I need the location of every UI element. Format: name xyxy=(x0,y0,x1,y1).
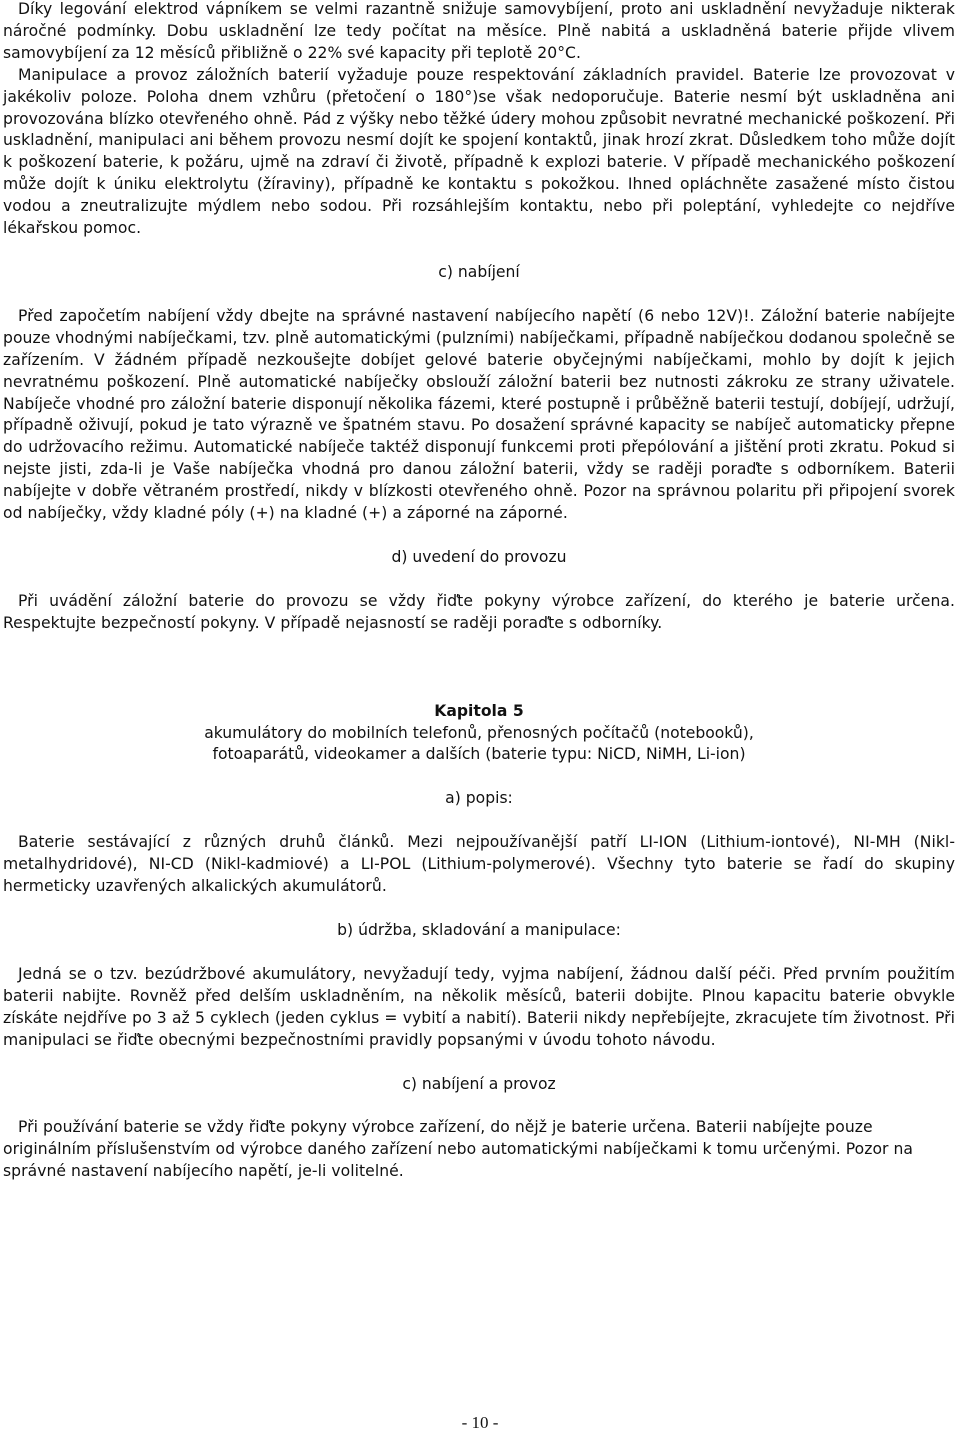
chapter-subtitle-line2: fotoaparátů, videokamer a dalších (baterie typu: NiCD, NiMH, Li-ion) xyxy=(212,745,746,764)
heading-charging-operation: c) nabíjení a provoz xyxy=(402,1074,556,1093)
heading-maintenance: b) údržba, skladování a manipulace: xyxy=(337,921,621,939)
paragraph-commissioning: Při uvádění záložní baterie do provozu se vždy řiďte pokyny výrobce zařízení, do kterého je baterie určena. Respektujte bezpečností pokyny. V případě nejasností se raději poraďte s odborníky. xyxy=(3,591,955,632)
paragraph-calcium-alloy: Díky legování elektrod vápníkem se velmi razantně snižuje samovybíjení, proto ani uskladnění nevyžaduje nikterak náročné podmínky. Dobu uskladnění lze tedy počítat na měsíce. Plně nabitá a uskladněná baterie přijde vlivem samovybíjení za 12 měsíců přibližně o 22% své kapacity při teplotě 20°C. xyxy=(3,0,955,62)
heading-commissioning: d) uvedení do provozu xyxy=(391,547,567,566)
paragraph-description: Baterie sestávající z různých druhů článků. Mezi nejpoužívanější patří LI-ION (Lithium-iontové), NI-MH (Nikl-metalhydridové), NI-CD (Nikl-kadmiové) a LI-POL (Lithium-polymerové). Všechny tyto baterie se řadí do skupiny hermeticky uzavřených alkalických akumulátorů. xyxy=(3,833,955,896)
heading-charging: c) nabíjení xyxy=(438,262,520,281)
page-number: - 10 - xyxy=(461,1413,499,1432)
document-page xyxy=(3,0,955,1183)
chapter-subtitle-line1: akumulátory do mobilních telefonů, přenosných počítačů (notebooků), xyxy=(204,723,754,742)
chapter-header xyxy=(3,701,955,767)
paragraph-charging-operation: Při používání baterie se vždy řiďte pokyny výrobce zařízení, do nějž je baterie určena. Baterii nabíjejte pouze originálním příslušenstvím od výrobce daného zařízení nebo automatickými nabíječkami k tomu určenými. Pozor na správné nastavení nabíjecího napětí, je-li volitelné. xyxy=(3,1118,914,1181)
paragraph-maintenance: Jedná se o tzv. bezúdržbové akumulátory, nevyžadují tedy, vyjma nabíjení, žádnou další péči. Před prvním použitím baterii nabijte. Rovněž před delším uskladněním, na několik měsíců, baterii dobijte. Plnou kapacitu baterie obvykle získáte nejdříve po 3 až 5 cyklech (jeden cyklus = vybití a nabití). Baterii nikdy nepřebíjejte, zkracujete tím životnost. Při manipulaci se řiďte obecnými bezpečnostními pravidly popsanými v úvodu tohoto návodu. xyxy=(3,964,955,1049)
paragraph-charging: Před započetím nabíjení vždy dbejte na správné nastavení nabíjecího napětí (6 nebo 12V)!. Záložní baterie nabíjejte pouze vhodnými nabíječkami, tzv. plně automatickými (pulzními) nabíječkami, případně nabíječkou dodanou společně se zařízením. V žádném případě nezkoušejte dobíjet gelové baterie obyčejnými nabíječkami, mohlo by dojít k jejich nevratnému poškození. Plně automatické nabíječky obslouží záložní baterii bez nutnosti zákroku ze strany uživatele. Nabíječe vhodné pro záložní baterie disponují několika fázemi, které postupně i průběžně baterii testují, dobíjejí, udržují, případně oživují, pokud je tato výrazně ve špatném stavu. Po dosažení správné kapacity se nabíječ automaticky přepne do udržovacího režimu. Automatické nabíječe taktéž disponují funkcemi proti přepólování a jištění proti zkratu. Pokud si nejste jisti, zda-li je Vaše nabíječka vhodná pro danou záložní baterii, vždy se raději poraďte s odborníkem. Baterii nabíjejte v dobře větraném prostředí, nikdy v blízkosti otevřeného ohně. Pozor na správnou polaritu při připojení svorek od nabíječky, vždy kladné póly (+) na kladné (+) a záporné na záporné. xyxy=(3,306,955,523)
heading-description: a) popis: xyxy=(445,789,513,808)
chapter-title: Kapitola 5 xyxy=(434,701,524,720)
paragraph-handling-rules: Manipulace a provoz záložních baterií vyžaduje pouze respektování základních pravidel. Baterie lze provozovat v jakékoliv poloze. Poloha dnem vzhůru (přetočení o 180°)se však nedoporučuje. Baterie nesmí být uskladněna ani provozována blízko otevřeného ohně. Pád z výšky nebo těžké údery mohou způsobit nevratné mechanické poškození. Při uskladnění, manipulaci ani během provozu nesmí dojít ke spojení kontaktů, jinak hrozí zkrat. Důsledkem toho může dojít k poškození baterie, k požáru, ujmě na zdraví či životě, případně k explozi baterie. V případě mechanického poškození může dojít k úniku elektrolytu (žíraviny), případně ke kontaktu s pokožkou. Ihned opláchněte zasažené místo čistou vodou a zneutralizujte mýdlem nebo sodou. Při rozsáhlejším kontaktu, nebo při poleptání, vyhledejte co nejdříve lékařskou pomoc. xyxy=(3,65,955,238)
